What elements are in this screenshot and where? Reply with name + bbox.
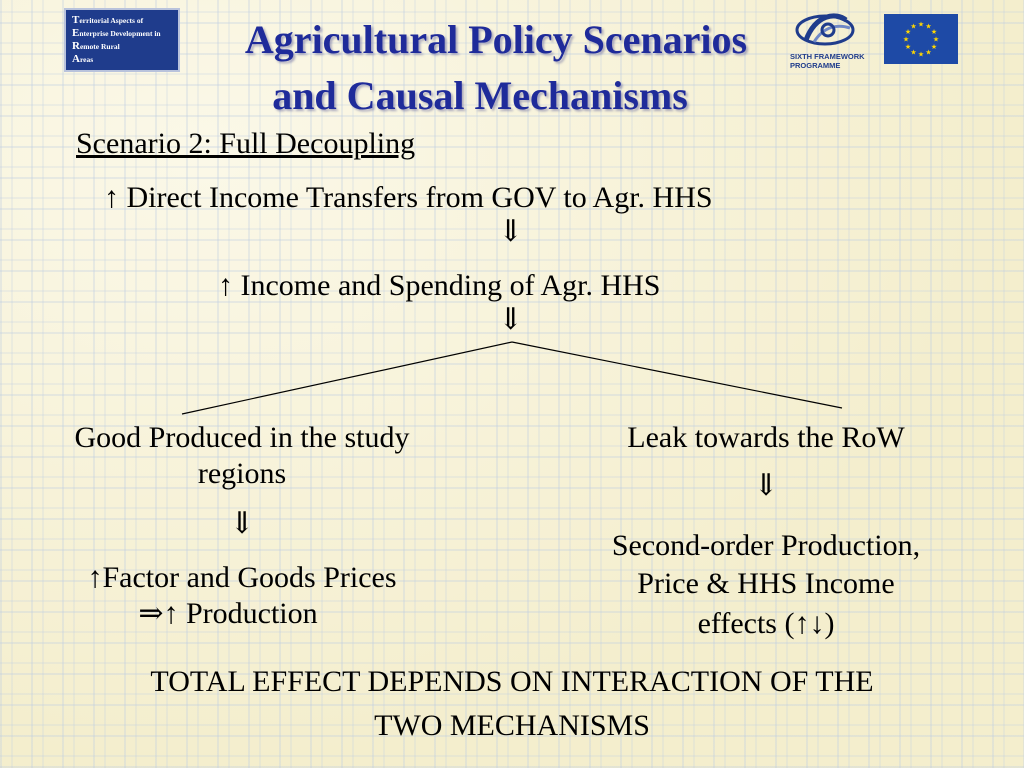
logo-line-3: Remote Rural [72, 40, 120, 52]
left-effect-line-1: ↑Factor and Goods Prices [87, 561, 397, 594]
right-branch-line-1: Leak towards the RoW [627, 421, 905, 454]
eu-star-icon: ★ [917, 20, 925, 29]
left-branch [0, 420, 484, 632]
down-double-arrow-icon: ⇓ [753, 469, 779, 502]
scenario-heading: Scenario 2: Full Decoupling [76, 127, 416, 160]
down-double-arrow-icon: ⇓ [498, 303, 524, 336]
eu-star-icon: ★ [925, 48, 932, 57]
left-branch-line-1: Good Produced in the study [74, 421, 410, 454]
left-effect-line-2: ⇒↑ Production [138, 597, 318, 630]
conclusion-line-2: TWO MECHANISMS [374, 709, 650, 742]
step-income-spending: ↑ Income and Spending of Agr. HHS [218, 269, 661, 302]
eu-star-icon: ★ [902, 35, 910, 44]
step-direct-income-transfers: ↑ Direct Income Transfers from GOV to Agr. HHS [104, 181, 713, 214]
eu-star-icon: ★ [910, 22, 917, 31]
fp6-text-line-1: SIXTH FRAMEWORK [790, 52, 865, 61]
eu-star-icon: ★ [904, 28, 912, 36]
right-effect-line-1: Second-order Production, [611, 529, 921, 562]
logo-line-4: Areas [72, 53, 94, 65]
down-double-arrow-icon: ⇓ [498, 215, 524, 248]
eu-star-icon: ★ [930, 43, 938, 51]
eu-star-icon: ★ [925, 22, 932, 31]
eu-star-icon: ★ [930, 28, 938, 36]
slide-title-line-2: and Causal Mechanisms [272, 73, 688, 118]
down-double-arrow-icon: ⇓ [229, 507, 255, 540]
logo-line-2: Enterprise Development in [72, 27, 161, 39]
branch-line-left [182, 342, 512, 414]
eu-star-icon: ★ [917, 50, 925, 59]
branch-line-right [512, 342, 842, 408]
right-branch [532, 420, 1000, 642]
right-effect-line-2: Price & HHS Income [637, 567, 895, 600]
conclusion-line-1: TOTAL EFFECT DEPENDS ON INTERACTION OF THE [150, 665, 874, 698]
eu-star-icon: ★ [910, 48, 917, 57]
left-branch-line-2: regions [197, 457, 287, 490]
eu-star-icon: ★ [932, 35, 940, 44]
fp6-text-line-2: PROGRAMME [790, 61, 841, 70]
slide-title-line-1: Agricultural Policy Scenarios [244, 17, 748, 62]
eu-star-icon: ★ [904, 43, 912, 51]
logo-line-1: Territorial Aspects of [72, 14, 144, 26]
right-effect-line-3: effects (↑↓) [697, 607, 835, 640]
